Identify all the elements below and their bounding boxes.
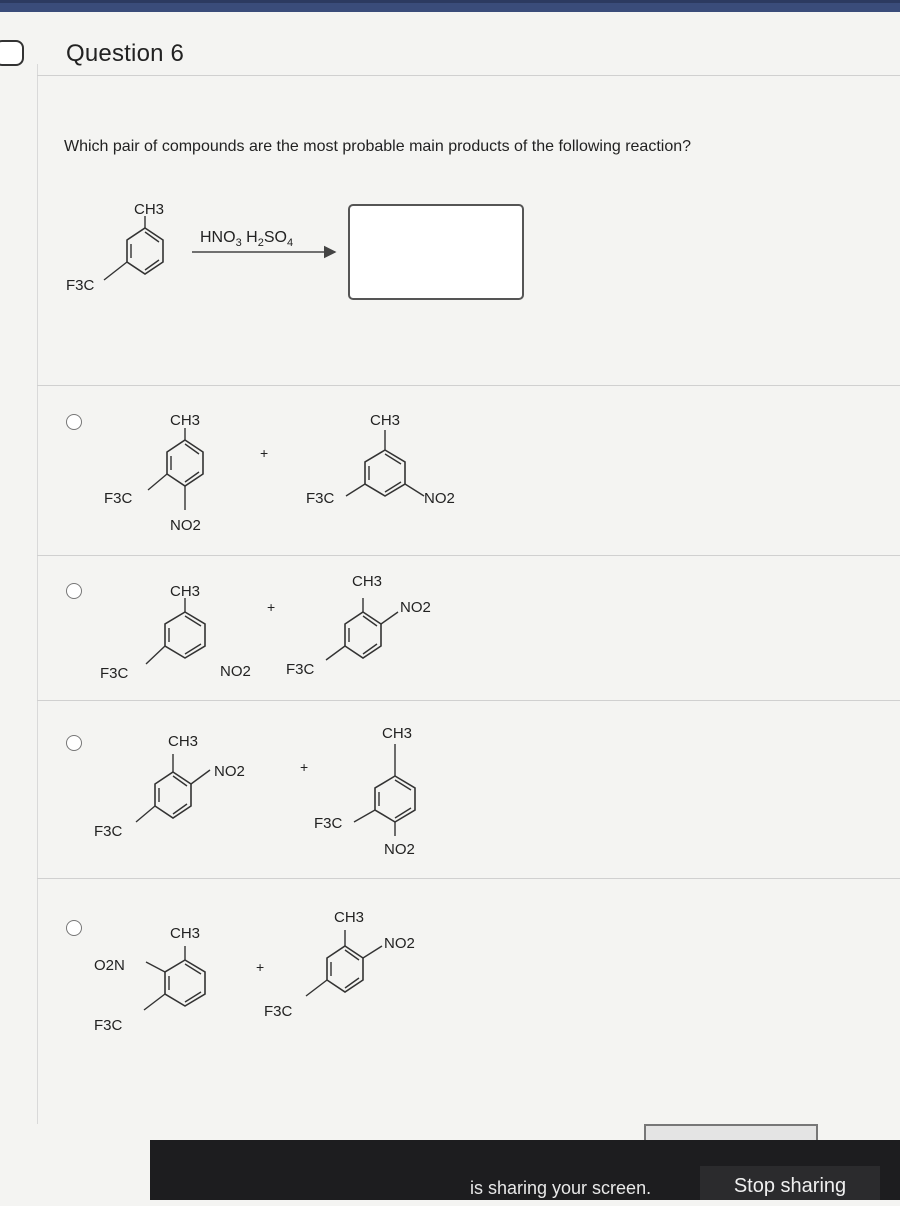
substituent-label: F3C [104, 490, 133, 507]
substituent-label: CH3 [170, 925, 201, 942]
option-b-product-2 [286, 573, 431, 678]
option-d-plus: + [256, 959, 265, 975]
substituent-label: NO2 [214, 763, 245, 780]
substituent-label: NO2 [170, 517, 201, 534]
option-c-plus: + [300, 759, 309, 775]
option-d-product-2 [264, 909, 415, 1020]
substituent-label: NO2 [424, 490, 455, 507]
question-prompt: Which pair of compounds are the most probable main products of the following reaction? [64, 138, 692, 155]
substituent-label: CH3 [352, 573, 383, 590]
reactant-f3c-label: F3C [66, 277, 95, 294]
substituent-label: CH3 [168, 733, 199, 750]
option-c-product-2 [314, 725, 415, 858]
substituent-label: F3C [286, 661, 315, 678]
substituent-label: F3C [314, 815, 343, 832]
screen-share-notice: is sharing your screen. [470, 1178, 652, 1198]
reactant-ch3-label: CH3 [134, 201, 165, 218]
substituent-label: NO2 [400, 599, 431, 616]
substituent-label: F3C [100, 665, 129, 682]
substituent-label: CH3 [170, 583, 201, 600]
stop-sharing-button[interactable]: Stop sharing [700, 1166, 880, 1200]
substituent-label: NO2 [384, 841, 415, 858]
substituent-label: NO2 [384, 935, 415, 952]
substituent-label: NO2 [220, 663, 251, 680]
option-b-product-1 [100, 583, 251, 682]
substituent-label: CH3 [170, 412, 201, 429]
substituent-label: CH3 [370, 412, 401, 429]
reactant-molecule [66, 201, 164, 294]
reagents-label: $HNO_3$ $H_2SO_4$ [200, 229, 294, 250]
option-b-plus: + [267, 599, 276, 615]
substituent-label: O2N [94, 957, 125, 974]
option-d-product-1 [94, 925, 205, 1034]
substituent-label: F3C [94, 823, 123, 840]
substituent-label: CH3 [382, 725, 413, 742]
option-a-plus: + [260, 445, 269, 461]
question-title: Question 6 [66, 40, 185, 67]
substituent-label: F3C [264, 1003, 293, 1020]
substituent-label: F3C [94, 1017, 123, 1034]
option-c-product-1 [94, 733, 245, 840]
option-a-product-1 [104, 412, 203, 534]
substituent-label: CH3 [334, 909, 365, 926]
substituent-label: F3C [306, 490, 335, 507]
option-a-product-2 [306, 412, 455, 507]
